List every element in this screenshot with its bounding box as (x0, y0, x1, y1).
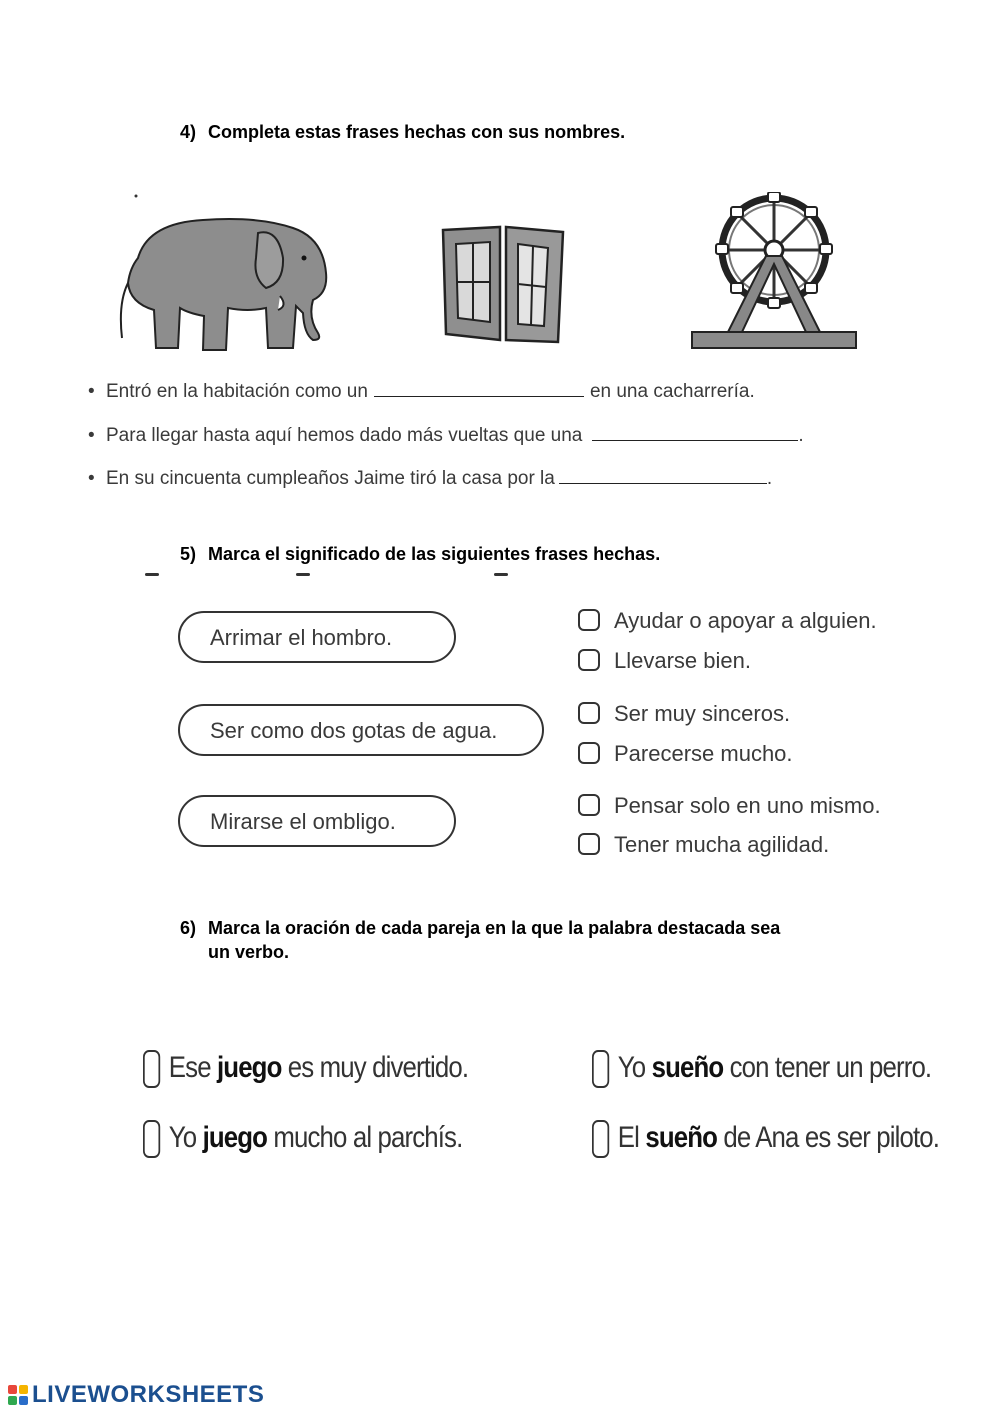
checkbox[interactable] (143, 1050, 160, 1088)
q6-title: 6) Marca la oración de cada pareja en la que la palabra destacada sea un verbo. (180, 918, 781, 962)
checkbox[interactable] (578, 794, 600, 816)
phrase-box: Ser como dos gotas de agua. (178, 704, 544, 756)
ferris-wheel-image (688, 192, 860, 352)
verb-option[interactable]: El sueño de Ana es ser piloto. (592, 1116, 939, 1160)
checkbox[interactable] (578, 609, 600, 631)
logo-icon (8, 1385, 28, 1405)
logo-square (19, 1385, 28, 1394)
meaning-option[interactable]: Ayudar o apoyar a alguien. (578, 607, 877, 635)
verb-option[interactable]: Yo juego mucho al parchís. (143, 1116, 462, 1160)
meaning-option[interactable]: Parecerse mucho. (578, 740, 793, 768)
phrase-box: Mirarse el ombligo. (178, 795, 456, 847)
logo-square (19, 1396, 28, 1405)
answer-blank[interactable] (559, 465, 767, 484)
q4-sentence-1: • Entró en la habitación como un en una cacharrería. (88, 378, 755, 403)
liveworksheets-logo (8, 1381, 264, 1409)
divider (494, 573, 508, 576)
meaning-option[interactable]: Llevarse bien. (578, 647, 751, 675)
divider (145, 573, 159, 576)
q5-title: 5) Marca el significado de las siguientes frases hechas. (180, 544, 661, 564)
brand-name: LIVEWORKSHEETS (32, 1381, 265, 1408)
checkbox[interactable] (592, 1050, 609, 1088)
verb-option[interactable]: Yo sueño con tener un perro. (592, 1046, 931, 1090)
answer-blank[interactable] (592, 422, 798, 441)
meaning-option[interactable]: Ser muy sinceros. (578, 700, 790, 728)
meaning-option[interactable]: Pensar solo en uno mismo. (578, 792, 881, 820)
divider (296, 573, 310, 576)
elephant-image (108, 188, 338, 358)
logo-square (8, 1396, 17, 1405)
window-image (438, 222, 568, 347)
meaning-option[interactable]: Tener mucha agilidad. (578, 831, 829, 859)
checkbox[interactable] (578, 742, 600, 764)
q4-title: 4) Completa estas frases hechas con sus nombres. (180, 122, 626, 142)
q4-sentence-3: • En su cincuenta cumpleaños Jaime tiró la casa por la . (88, 465, 772, 490)
logo-square (8, 1385, 17, 1394)
checkbox[interactable] (578, 649, 600, 671)
verb-option[interactable]: Ese juego es muy divertido. (143, 1046, 468, 1090)
checkbox[interactable] (592, 1120, 609, 1158)
phrase-box: Arrimar el hombro. (178, 611, 456, 663)
checkbox[interactable] (578, 833, 600, 855)
answer-blank[interactable] (374, 378, 584, 397)
checkbox[interactable] (143, 1120, 160, 1158)
checkbox[interactable] (578, 702, 600, 724)
q4-sentence-2: • Para llegar hasta aquí hemos dado más vueltas que una . (88, 422, 804, 447)
